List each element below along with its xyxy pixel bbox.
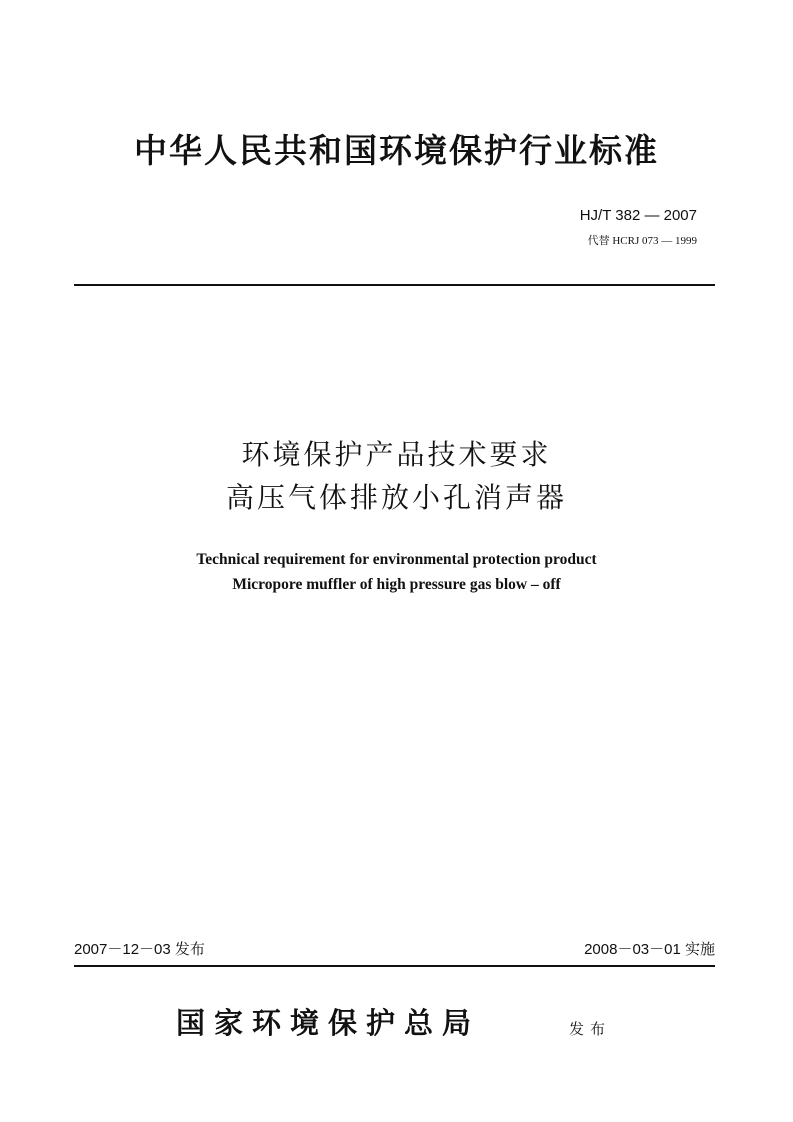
issue-date: 2007－12－03 发布 — [74, 941, 205, 958]
standard-category-title: 中华人民共和国环境保护行业标准 — [134, 131, 659, 170]
top-divider — [74, 284, 715, 286]
document-title-en-line2: Micropore muffler of high pressure gas blow – off — [232, 576, 561, 593]
standard-code: HJ/T 382 — 2007 — [579, 207, 697, 224]
publish-label: 发布 — [569, 1020, 612, 1038]
implementation-date: 2008－03－01 实施 — [584, 941, 715, 958]
document-title-cn-line1: 环境保护产品技术要求 — [241, 438, 552, 471]
document-title-cn-line2: 高压气体排放小孔消声器 — [225, 481, 567, 514]
bottom-divider — [74, 965, 715, 967]
publisher-name: 国家环境保护总局 — [176, 1006, 481, 1040]
replaces-standard: 代替 HCRJ 073 — 1999 — [587, 235, 697, 247]
document-title-en-line1: Technical requirement for environmental protection product — [196, 551, 597, 568]
